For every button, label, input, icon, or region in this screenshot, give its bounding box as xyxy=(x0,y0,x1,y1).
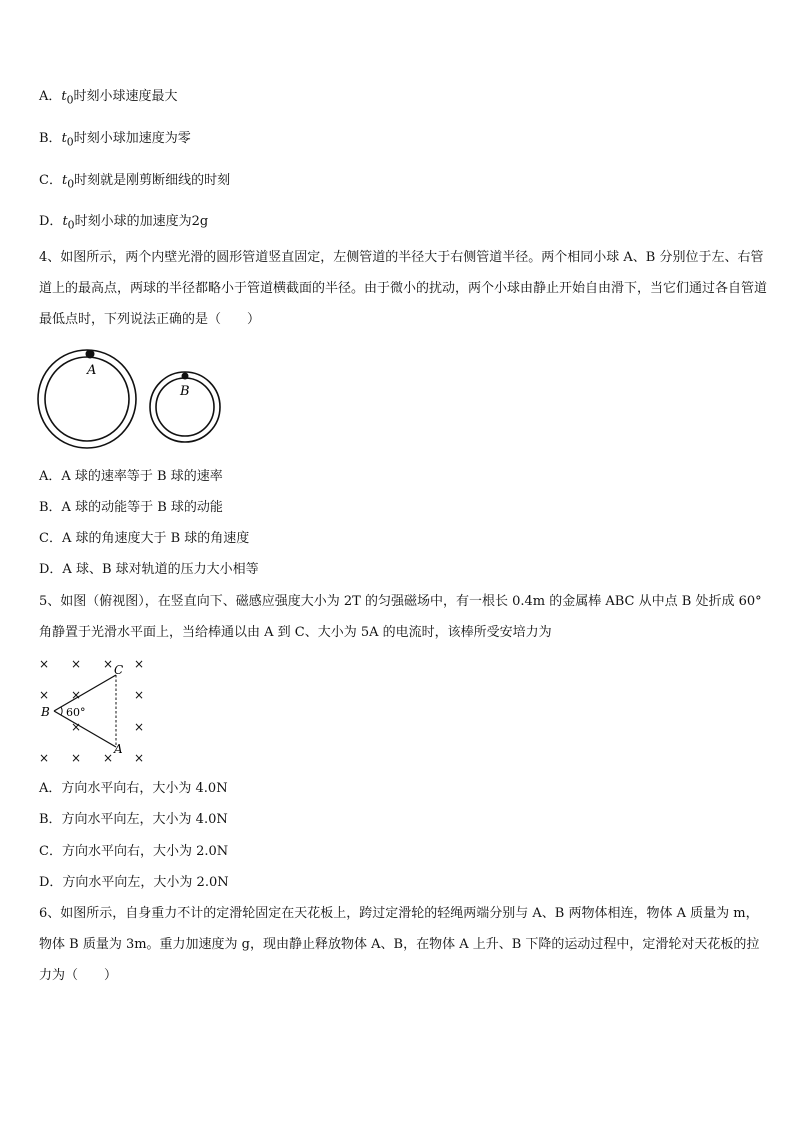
right-tube-outer xyxy=(150,372,220,442)
q3-option-b-text: 时刻小球加速度为零 xyxy=(73,131,191,146)
q3-option-d xyxy=(39,213,208,235)
field-cross: × xyxy=(71,688,82,702)
q5-option-b: B．方向水平向左，大小为 4.0N xyxy=(39,812,228,827)
q3-option-a xyxy=(39,88,178,110)
q3-option-b xyxy=(39,130,191,152)
field-cross: × xyxy=(39,688,50,702)
angle-arc xyxy=(61,707,62,715)
field-cross: × xyxy=(103,751,114,765)
q3-option-c-sub: 0 xyxy=(67,177,75,191)
q4-figure xyxy=(30,342,230,458)
q4-stem: 4、如图所示，两个内壁光滑的圆形管道竖直固定，左侧管道的半径大于右侧管道半径。两个相同小球 A、B 分别位于左、右管道上的最高点，两球的半径都略小于管道横截面的半径。由于微小的扰动，两个小球由静止开始自由滑下，当它们通过各自管道最低点时，下列说法正确的是（ ） xyxy=(39,250,768,327)
q3-option-c xyxy=(39,172,230,194)
field-cross: × xyxy=(39,657,50,671)
q4-option-a: A．A 球的速率等于 B 球的速率 xyxy=(39,469,223,484)
field-cross: × xyxy=(103,657,114,671)
field-cross: × xyxy=(134,688,145,702)
q4-option-c: C．A 球的角速度大于 B 球的角速度 xyxy=(39,531,250,546)
q5-option-c: C．方向水平向右，大小为 2.0N xyxy=(39,844,229,859)
q3-option-c-text: 时刻就是刚剪断细线的时刻 xyxy=(74,173,231,188)
q3-option-c-var: t xyxy=(61,173,68,188)
q3-option-a-sub: 0 xyxy=(66,93,74,107)
q3-option-d-label: D． xyxy=(39,214,63,229)
q3-option-a-label: A． xyxy=(39,89,62,104)
q3-option-b-sub: 0 xyxy=(66,135,74,149)
q4-option-d: D．A 球、B 球对轨道的压力大小相等 xyxy=(39,562,259,577)
field-cross: × xyxy=(71,657,82,671)
field-cross: × xyxy=(134,657,145,671)
label-b: B xyxy=(41,705,50,719)
field-cross: × xyxy=(134,751,145,765)
field-cross: × xyxy=(71,751,82,765)
q3-option-b-var: t xyxy=(61,131,67,146)
q5-stem: 5、如图（俯视图），在竖直向下、磁感应强度大小为 2T 的匀强磁场中，有一根长 0.4m 的金属棒 ABC 从中点 B 处折成 60°角静置于光滑水平面上，当给棒通以由 A 到 C、大小为 5A 的电流时，该棒所受安培力为 xyxy=(39,594,762,640)
q5-option-d: D．方向水平向左，大小为 2.0N xyxy=(39,875,229,890)
label-a: A xyxy=(114,742,123,756)
ball-a xyxy=(86,350,95,359)
q3-option-d-var: t xyxy=(62,214,68,229)
q3-option-d-text: 时刻小球的加速度为2g xyxy=(74,214,209,229)
field-cross: × xyxy=(134,720,145,734)
label-c: C xyxy=(114,663,124,677)
label-a: A xyxy=(87,363,97,378)
q5-figure xyxy=(30,652,160,770)
q3-option-c-label: C． xyxy=(39,173,62,188)
q3-option-a-var: t xyxy=(61,89,67,104)
q6-stem: 6、如图所示，自身重力不计的定滑轮固定在天花板上，跨过定滑轮的轻绳两端分别与 A、B 两物体相连，物体 A 质量为 m，物体 B 质量为 3m。重力加速度为 g，现由静止释放物体 A、B，在物体 A 上升、B 下降的运动过程中，定滑轮对天花板的拉力为（ ） xyxy=(39,906,760,983)
q3-option-a-text: 时刻小球速度最大 xyxy=(73,89,178,104)
q3-option-d-sub: 0 xyxy=(67,218,75,232)
label-b: B xyxy=(180,384,190,399)
q3-option-b-label: B． xyxy=(39,131,62,146)
q4-option-b: B．A 球的动能等于 B 球的动能 xyxy=(39,500,223,515)
field-cross: × xyxy=(39,751,50,765)
field-cross: × xyxy=(71,720,82,734)
q5-option-a: A．方向水平向右，大小为 4.0N xyxy=(39,781,228,796)
ball-b xyxy=(182,373,189,380)
angle-label: 60° xyxy=(66,706,86,719)
